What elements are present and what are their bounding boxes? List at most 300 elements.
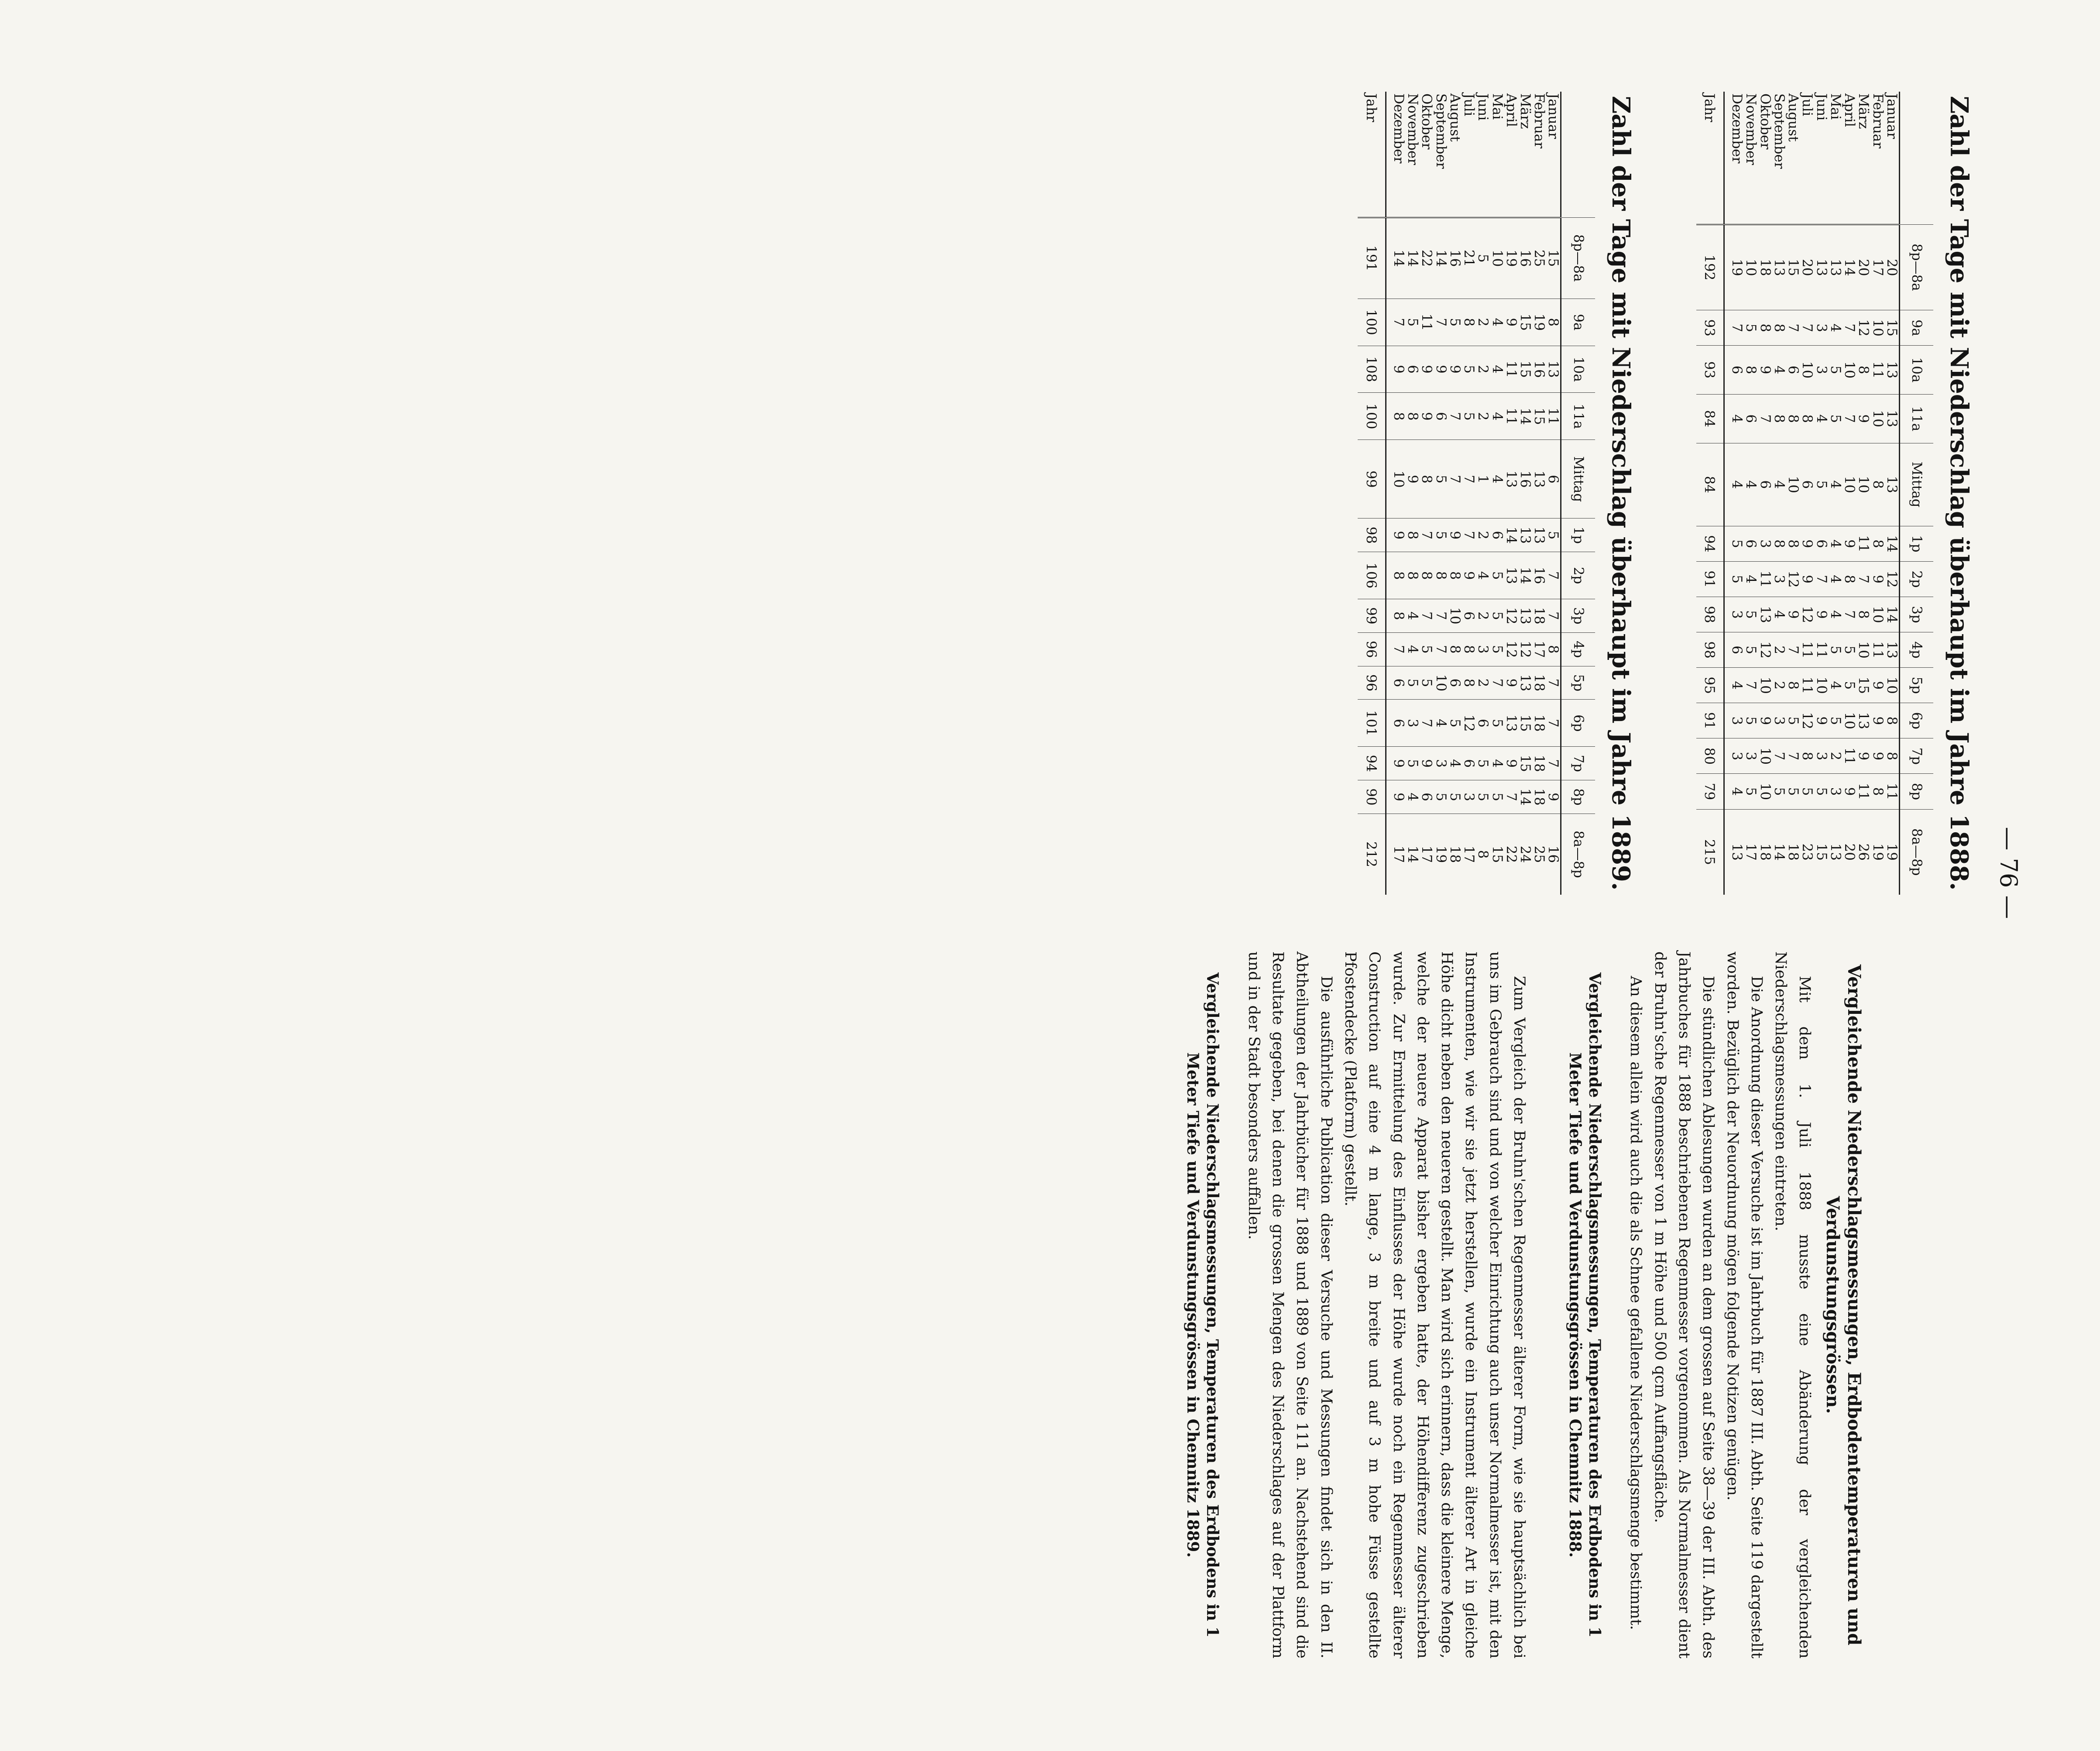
total-cell: 215 bbox=[1696, 809, 1724, 895]
value-cell: 13 bbox=[1885, 632, 1900, 668]
month-cell: November bbox=[1744, 92, 1758, 224]
total-cell: 98 bbox=[1696, 632, 1724, 668]
paragraph: Die ausführliche Publication dieser Versuche und Messungen findet sich in den II. Abtheilungen der Jahrbücher für 1888 und 1889 von Seite 111 an. Nachstehend sind die Resultate gegeben, bei denen die grossen Mengen des Niederschlages auf der Plattform und in der Stadt besonders auffallen. bbox=[1245, 951, 1335, 1658]
value-cell: 5 bbox=[1843, 632, 1856, 668]
value-cell: 11 bbox=[1758, 561, 1772, 597]
value-cell: 11 bbox=[1800, 668, 1814, 703]
value-cell: 18 bbox=[1786, 809, 1800, 895]
value-cell: 10 bbox=[1885, 668, 1900, 703]
value-cell: 15 bbox=[1546, 217, 1561, 299]
month-cell: Oktober bbox=[1420, 92, 1434, 217]
value-cell: 13 bbox=[1829, 224, 1843, 310]
value-cell: 4 bbox=[1829, 597, 1843, 632]
table-row bbox=[1518, 92, 1532, 895]
value-cell: 18 bbox=[1448, 814, 1462, 895]
value-cell: 1 bbox=[1476, 440, 1490, 518]
value-cell: 12 bbox=[1885, 561, 1900, 597]
value-cell: 7 bbox=[1786, 632, 1800, 668]
value-cell: 5 bbox=[1546, 518, 1561, 552]
value-cell: 25 bbox=[1532, 217, 1546, 299]
value-cell: 3 bbox=[1434, 747, 1448, 780]
value-cell: 5 bbox=[1476, 780, 1490, 814]
value-cell: 9 bbox=[1504, 666, 1518, 700]
value-cell: 12 bbox=[1518, 632, 1532, 666]
value-cell: 4 bbox=[1829, 561, 1843, 597]
value-cell: 18 bbox=[1758, 224, 1772, 310]
value-cell: 19 bbox=[1885, 809, 1900, 895]
value-cell: 15 bbox=[1518, 747, 1532, 780]
total-cell: 212 bbox=[1358, 814, 1386, 895]
column-header: 5p bbox=[1561, 666, 1595, 700]
value-cell: 5 bbox=[1490, 599, 1504, 633]
header-row bbox=[1561, 92, 1595, 895]
value-cell: 6 bbox=[1434, 393, 1448, 440]
value-cell: 13 bbox=[1518, 518, 1532, 552]
column-header: 4p bbox=[1899, 632, 1933, 668]
value-cell: 5 bbox=[1448, 700, 1462, 747]
value-cell: 11 bbox=[1546, 393, 1561, 440]
value-cell: 9 bbox=[1758, 346, 1772, 395]
value-cell: 4 bbox=[1730, 443, 1744, 526]
total-cell: 96 bbox=[1358, 632, 1386, 666]
value-cell: 13 bbox=[1730, 809, 1744, 895]
value-cell: 19 bbox=[1532, 299, 1546, 346]
table-row bbox=[1490, 92, 1504, 895]
value-cell: 9 bbox=[1856, 738, 1870, 774]
value-cell: 7 bbox=[1392, 299, 1406, 346]
separator-row bbox=[1386, 92, 1392, 895]
value-cell: 25 bbox=[1532, 814, 1546, 895]
total-cell: 100 bbox=[1358, 299, 1386, 346]
column-header: 6p bbox=[1561, 700, 1595, 747]
value-cell: 6 bbox=[1814, 526, 1828, 561]
total-label: Jahr bbox=[1358, 92, 1386, 217]
total-label: Jahr bbox=[1696, 92, 1724, 224]
value-cell: 5 bbox=[1814, 443, 1828, 526]
value-cell: 7 bbox=[1730, 310, 1744, 346]
month-cell: März bbox=[1856, 92, 1870, 224]
total-row bbox=[1358, 92, 1386, 895]
value-cell: 4 bbox=[1406, 632, 1420, 666]
value-cell: 7 bbox=[1462, 440, 1476, 518]
month-cell: Juni bbox=[1814, 92, 1828, 224]
value-cell: 24 bbox=[1518, 814, 1532, 895]
rain-days-table-1889 bbox=[1358, 92, 1595, 895]
value-cell: 9 bbox=[1843, 526, 1856, 561]
total-cell: 90 bbox=[1358, 780, 1386, 814]
value-cell: 13 bbox=[1504, 700, 1518, 747]
value-cell: 6 bbox=[1476, 700, 1490, 747]
value-cell: 8 bbox=[1870, 774, 1884, 809]
value-cell: 9 bbox=[1392, 346, 1406, 393]
value-cell: 10 bbox=[1843, 443, 1856, 526]
value-cell: 18 bbox=[1532, 780, 1546, 814]
value-cell: 9 bbox=[1870, 668, 1884, 703]
value-cell: 3 bbox=[1476, 632, 1490, 666]
value-cell: 7 bbox=[1546, 599, 1561, 633]
table-row bbox=[1758, 92, 1772, 895]
month-cell: September bbox=[1772, 92, 1786, 224]
value-cell: 13 bbox=[1546, 346, 1561, 393]
value-cell: 4 bbox=[1829, 310, 1843, 346]
table-1889-title: Zahl der Tage mit Niederschlag überhaupt im Jahre 1889. bbox=[1606, 96, 1635, 891]
value-cell: 12 bbox=[1800, 597, 1814, 632]
value-cell: 10 bbox=[1758, 738, 1772, 774]
value-cell: 2 bbox=[1772, 632, 1786, 668]
value-cell: 11 bbox=[1856, 774, 1870, 809]
table-row bbox=[1420, 92, 1434, 895]
value-cell: 3 bbox=[1829, 774, 1843, 809]
value-cell: 23 bbox=[1800, 809, 1814, 895]
value-cell: 10 bbox=[1800, 346, 1814, 395]
value-cell: 5 bbox=[1406, 299, 1420, 346]
month-cell: Dezember bbox=[1730, 92, 1744, 224]
value-cell: 11 bbox=[1870, 632, 1884, 668]
column-header: 10a bbox=[1899, 346, 1933, 395]
value-cell: 3 bbox=[1814, 738, 1828, 774]
value-cell: 4 bbox=[1744, 561, 1758, 597]
value-cell: 7 bbox=[1434, 632, 1448, 666]
value-cell: 8 bbox=[1420, 552, 1434, 599]
value-cell: 5 bbox=[1406, 747, 1420, 780]
value-cell: 7 bbox=[1546, 700, 1561, 747]
value-cell: 5 bbox=[1448, 780, 1462, 814]
value-cell: 17 bbox=[1462, 814, 1476, 895]
page-number: — 76 — bbox=[1995, 827, 2022, 919]
month-cell: Februar bbox=[1532, 92, 1546, 217]
value-cell: 10 bbox=[1744, 224, 1758, 310]
value-cell: 7 bbox=[1392, 632, 1406, 666]
table-row bbox=[1856, 92, 1870, 895]
month-cell: Februar bbox=[1870, 92, 1884, 224]
column-header: 10a bbox=[1561, 346, 1595, 393]
total-row bbox=[1696, 92, 1724, 895]
value-cell: 15 bbox=[1885, 310, 1900, 346]
month-cell: April bbox=[1504, 92, 1518, 217]
total-cell: 84 bbox=[1696, 443, 1724, 526]
paragraph: Die stündlichen Ablesungen wurden an dem grossen auf Seite 38—39 der III. Abth. des Jahrbuches für 1888 beschriebenen Regenmesser vorgenommen. Als Normalmesser dient der Bruhn'sche Regenmesser von 1 m Höhe und 500 qcm Auffangsfläche. bbox=[1651, 951, 1717, 1658]
value-cell: 13 bbox=[1814, 224, 1828, 310]
value-cell: 19 bbox=[1870, 809, 1884, 895]
value-cell: 8 bbox=[1476, 814, 1490, 895]
value-cell: 7 bbox=[1420, 599, 1434, 633]
value-cell: 5 bbox=[1462, 346, 1476, 393]
section-title: Vergleichende Niederschlagsmessungen, Erdbodentemperaturen und Verdunstungsgrössen. bbox=[1822, 964, 1864, 1646]
column-header: 2p bbox=[1561, 552, 1595, 599]
value-cell: 7 bbox=[1546, 747, 1561, 780]
value-cell: 20 bbox=[1800, 224, 1814, 310]
value-cell: 13 bbox=[1856, 703, 1870, 738]
value-cell: 12 bbox=[1800, 703, 1814, 738]
total-cell: 98 bbox=[1358, 518, 1386, 552]
value-cell: 18 bbox=[1532, 666, 1546, 700]
value-cell: 15 bbox=[1518, 700, 1532, 747]
separator-row bbox=[1724, 92, 1730, 895]
value-cell: 11 bbox=[1885, 774, 1900, 809]
value-cell: 9 bbox=[1392, 518, 1406, 552]
value-cell: 6 bbox=[1744, 526, 1758, 561]
table-row bbox=[1843, 92, 1856, 895]
value-cell: 18 bbox=[1532, 599, 1546, 633]
value-cell: 4 bbox=[1730, 668, 1744, 703]
value-cell: 4 bbox=[1490, 747, 1504, 780]
table-row bbox=[1434, 92, 1448, 895]
value-cell: 7 bbox=[1462, 518, 1476, 552]
value-cell: 4 bbox=[1434, 700, 1448, 747]
value-cell: 5 bbox=[1814, 774, 1828, 809]
value-cell: 10 bbox=[1786, 443, 1800, 526]
value-cell: 14 bbox=[1406, 217, 1420, 299]
value-cell: 7 bbox=[1786, 738, 1800, 774]
value-cell: 12 bbox=[1462, 700, 1476, 747]
value-cell: 14 bbox=[1843, 224, 1856, 310]
value-cell: 6 bbox=[1546, 440, 1561, 518]
value-cell: 9 bbox=[1758, 703, 1772, 738]
column-header: 8p—8a bbox=[1561, 217, 1595, 299]
right-column bbox=[1175, 951, 1864, 1658]
table-row bbox=[1744, 92, 1758, 895]
value-cell: 10 bbox=[1856, 443, 1870, 526]
value-cell: 6 bbox=[1448, 666, 1462, 700]
value-cell: 10 bbox=[1843, 346, 1856, 395]
value-cell: 3 bbox=[1814, 346, 1828, 395]
value-cell: 3 bbox=[1814, 310, 1828, 346]
value-cell: 8 bbox=[1800, 738, 1814, 774]
value-cell: 6 bbox=[1786, 346, 1800, 395]
total-cell: 93 bbox=[1696, 310, 1724, 346]
value-cell: 9 bbox=[1843, 774, 1856, 809]
total-cell: 100 bbox=[1358, 393, 1386, 440]
value-cell: 19 bbox=[1504, 217, 1518, 299]
value-cell: 4 bbox=[1406, 780, 1420, 814]
value-cell: 8 bbox=[1870, 443, 1884, 526]
value-cell: 17 bbox=[1532, 632, 1546, 666]
value-cell: 8 bbox=[1885, 738, 1900, 774]
value-cell: 15 bbox=[1856, 668, 1870, 703]
value-cell: 4 bbox=[1744, 443, 1758, 526]
value-cell: 7 bbox=[1420, 700, 1434, 747]
value-cell: 5 bbox=[1420, 632, 1434, 666]
header-row bbox=[1899, 92, 1933, 895]
table-row bbox=[1870, 92, 1884, 895]
month-cell: Januar bbox=[1885, 92, 1900, 224]
value-cell: 6 bbox=[1744, 394, 1758, 443]
table-row bbox=[1772, 92, 1786, 895]
value-cell: 10 bbox=[1870, 394, 1884, 443]
value-cell: 15 bbox=[1518, 299, 1532, 346]
value-cell: 17 bbox=[1870, 224, 1884, 310]
value-cell: 6 bbox=[1490, 518, 1504, 552]
value-cell: 4 bbox=[1829, 526, 1843, 561]
table-row bbox=[1504, 92, 1518, 895]
value-cell: 5 bbox=[1434, 518, 1448, 552]
value-cell: 9 bbox=[1546, 780, 1561, 814]
month-cell: Mai bbox=[1490, 92, 1504, 217]
value-cell: 11 bbox=[1856, 526, 1870, 561]
column-header: 5p bbox=[1899, 668, 1933, 703]
total-cell: 94 bbox=[1696, 526, 1724, 561]
value-cell: 9 bbox=[1856, 394, 1870, 443]
value-cell: 9 bbox=[1814, 597, 1828, 632]
value-cell: 2 bbox=[1772, 668, 1786, 703]
value-cell: 14 bbox=[1406, 814, 1420, 895]
value-cell: 5 bbox=[1730, 561, 1744, 597]
value-cell: 3 bbox=[1772, 703, 1786, 738]
total-cell: 108 bbox=[1358, 346, 1386, 393]
value-cell: 5 bbox=[1490, 552, 1504, 599]
value-cell: 2 bbox=[1476, 599, 1490, 633]
value-cell: 13 bbox=[1518, 599, 1532, 633]
month-cell: Oktober bbox=[1758, 92, 1772, 224]
paragraph: Mit dem 1. Juli 1888 musste eine Abänderung der vergleichenden Niederschlagsmessungen eintreten. bbox=[1772, 951, 1814, 1658]
value-cell: 12 bbox=[1504, 599, 1518, 633]
column-header: 8a—8p bbox=[1561, 814, 1595, 895]
paragraph: Die Anordnung dieser Versuche ist im Jahrbuch für 1887 III. Abth. Seite 119 dargestellt worden. Bezüglich der Neuordnung mögen folgende Notizen genügen. bbox=[1723, 951, 1765, 1658]
value-cell: 16 bbox=[1532, 346, 1546, 393]
value-cell: 6 bbox=[1462, 599, 1476, 633]
measurement-table-1889-title: Vergleichende Niederschlagsmessungen, Temperaturen des Erdbodens in 1 Meter Tiefe und Verdunstungsgrössen in Chemnitz 1889. bbox=[1184, 972, 1222, 1638]
value-cell: 5 bbox=[1744, 774, 1758, 809]
value-cell: 3 bbox=[1772, 561, 1786, 597]
value-cell: 8 bbox=[1392, 552, 1406, 599]
value-cell: 9 bbox=[1434, 346, 1448, 393]
left-column bbox=[1358, 92, 2000, 895]
value-cell: 10 bbox=[1448, 599, 1462, 633]
value-cell: 4 bbox=[1406, 599, 1420, 633]
value-cell: 4 bbox=[1730, 774, 1744, 809]
month-cell: März bbox=[1518, 92, 1532, 217]
value-cell: 7 bbox=[1504, 780, 1518, 814]
value-cell: 10 bbox=[1758, 774, 1772, 809]
table-row bbox=[1829, 92, 1843, 895]
value-cell: 5 bbox=[1490, 780, 1504, 814]
month-cell: November bbox=[1406, 92, 1420, 217]
month-cell: Januar bbox=[1546, 92, 1561, 217]
column-header: 9a bbox=[1899, 310, 1933, 346]
value-cell: 13 bbox=[1504, 552, 1518, 599]
value-cell: 8 bbox=[1392, 393, 1406, 440]
value-cell: 17 bbox=[1420, 814, 1434, 895]
value-cell: 16 bbox=[1532, 552, 1546, 599]
value-cell: 8 bbox=[1772, 310, 1786, 346]
value-cell: 14 bbox=[1434, 217, 1448, 299]
value-cell: 3 bbox=[1758, 526, 1772, 561]
value-cell: 13 bbox=[1518, 666, 1532, 700]
value-cell: 8 bbox=[1546, 632, 1561, 666]
value-cell: 16 bbox=[1546, 814, 1561, 895]
value-cell: 5 bbox=[1406, 666, 1420, 700]
value-cell: 8 bbox=[1406, 518, 1420, 552]
value-cell: 9 bbox=[1800, 561, 1814, 597]
month-cell: Dezember bbox=[1392, 92, 1406, 217]
value-cell: 18 bbox=[1532, 700, 1546, 747]
value-cell: 15 bbox=[1532, 393, 1546, 440]
value-cell: 3 bbox=[1730, 703, 1744, 738]
value-cell: 4 bbox=[1730, 394, 1744, 443]
total-cell: 84 bbox=[1696, 394, 1724, 443]
value-cell: 9 bbox=[1392, 747, 1406, 780]
total-cell: 79 bbox=[1696, 774, 1724, 809]
column-header: 1p bbox=[1561, 518, 1595, 552]
value-cell: 9 bbox=[1420, 346, 1434, 393]
value-cell: 13 bbox=[1532, 518, 1546, 552]
value-cell: 2 bbox=[1829, 738, 1843, 774]
value-cell: 9 bbox=[1462, 552, 1476, 599]
value-cell: 8 bbox=[1406, 393, 1420, 440]
column-header: 3p bbox=[1561, 599, 1595, 633]
value-cell: 13 bbox=[1532, 440, 1546, 518]
value-cell: 19 bbox=[1434, 814, 1448, 895]
total-cell: 80 bbox=[1696, 738, 1724, 774]
column-header: 7p bbox=[1899, 738, 1933, 774]
value-cell: 6 bbox=[1420, 780, 1434, 814]
value-cell: 7 bbox=[1546, 552, 1561, 599]
value-cell: 5 bbox=[1829, 394, 1843, 443]
month-cell: Juni bbox=[1476, 92, 1490, 217]
value-cell: 4 bbox=[1476, 552, 1490, 599]
column-header: 1p bbox=[1899, 526, 1933, 561]
value-cell: 20 bbox=[1856, 224, 1870, 310]
value-cell: 7 bbox=[1448, 440, 1462, 518]
value-cell: 13 bbox=[1504, 440, 1518, 518]
value-cell: 16 bbox=[1518, 440, 1532, 518]
total-cell: 192 bbox=[1696, 224, 1724, 310]
month-cell: Juli bbox=[1800, 92, 1814, 224]
rain-days-table-1888 bbox=[1696, 92, 1933, 895]
value-cell: 4 bbox=[1490, 346, 1504, 393]
value-cell: 15 bbox=[1786, 224, 1800, 310]
column-header: 8p bbox=[1561, 780, 1595, 814]
value-cell: 19 bbox=[1730, 224, 1744, 310]
value-cell: 4 bbox=[1772, 346, 1786, 395]
column-header: 9a bbox=[1561, 299, 1595, 346]
value-cell: 8 bbox=[1462, 299, 1476, 346]
value-cell: 5 bbox=[1829, 346, 1843, 395]
value-cell: 5 bbox=[1476, 217, 1490, 299]
month-cell: Mai bbox=[1829, 92, 1843, 224]
table-row bbox=[1885, 92, 1900, 895]
column-header: Mittag bbox=[1561, 440, 1595, 518]
value-cell: 11 bbox=[1504, 393, 1518, 440]
value-cell: 5 bbox=[1744, 597, 1758, 632]
value-cell: 2 bbox=[1476, 518, 1490, 552]
value-cell: 9 bbox=[1870, 561, 1884, 597]
month-cell: August bbox=[1786, 92, 1800, 224]
column-header: 11a bbox=[1561, 393, 1595, 440]
value-cell: 8 bbox=[1744, 346, 1758, 395]
value-cell: 3 bbox=[1744, 738, 1758, 774]
value-cell: 8 bbox=[1772, 526, 1786, 561]
value-cell: 8 bbox=[1448, 632, 1462, 666]
total-cell: 191 bbox=[1358, 217, 1386, 299]
value-cell: 5 bbox=[1786, 703, 1800, 738]
value-cell: 4 bbox=[1829, 443, 1843, 526]
value-cell: 5 bbox=[1744, 703, 1758, 738]
value-cell: 8 bbox=[1546, 299, 1561, 346]
value-cell: 7 bbox=[1758, 394, 1772, 443]
value-cell: 7 bbox=[1772, 738, 1786, 774]
value-cell: 14 bbox=[1518, 552, 1532, 599]
value-cell: 5 bbox=[1476, 747, 1490, 780]
table-row bbox=[1406, 92, 1420, 895]
total-cell: 98 bbox=[1696, 597, 1724, 632]
table-1888-title: Zahl der Tage mit Niederschlag überhaupt im Jahre 1888. bbox=[1945, 96, 1973, 891]
value-cell: 3 bbox=[1406, 700, 1420, 747]
value-cell: 5 bbox=[1829, 632, 1843, 668]
value-cell: 5 bbox=[1490, 632, 1504, 666]
value-cell: 6 bbox=[1730, 346, 1744, 395]
value-cell: 17 bbox=[1744, 809, 1758, 895]
